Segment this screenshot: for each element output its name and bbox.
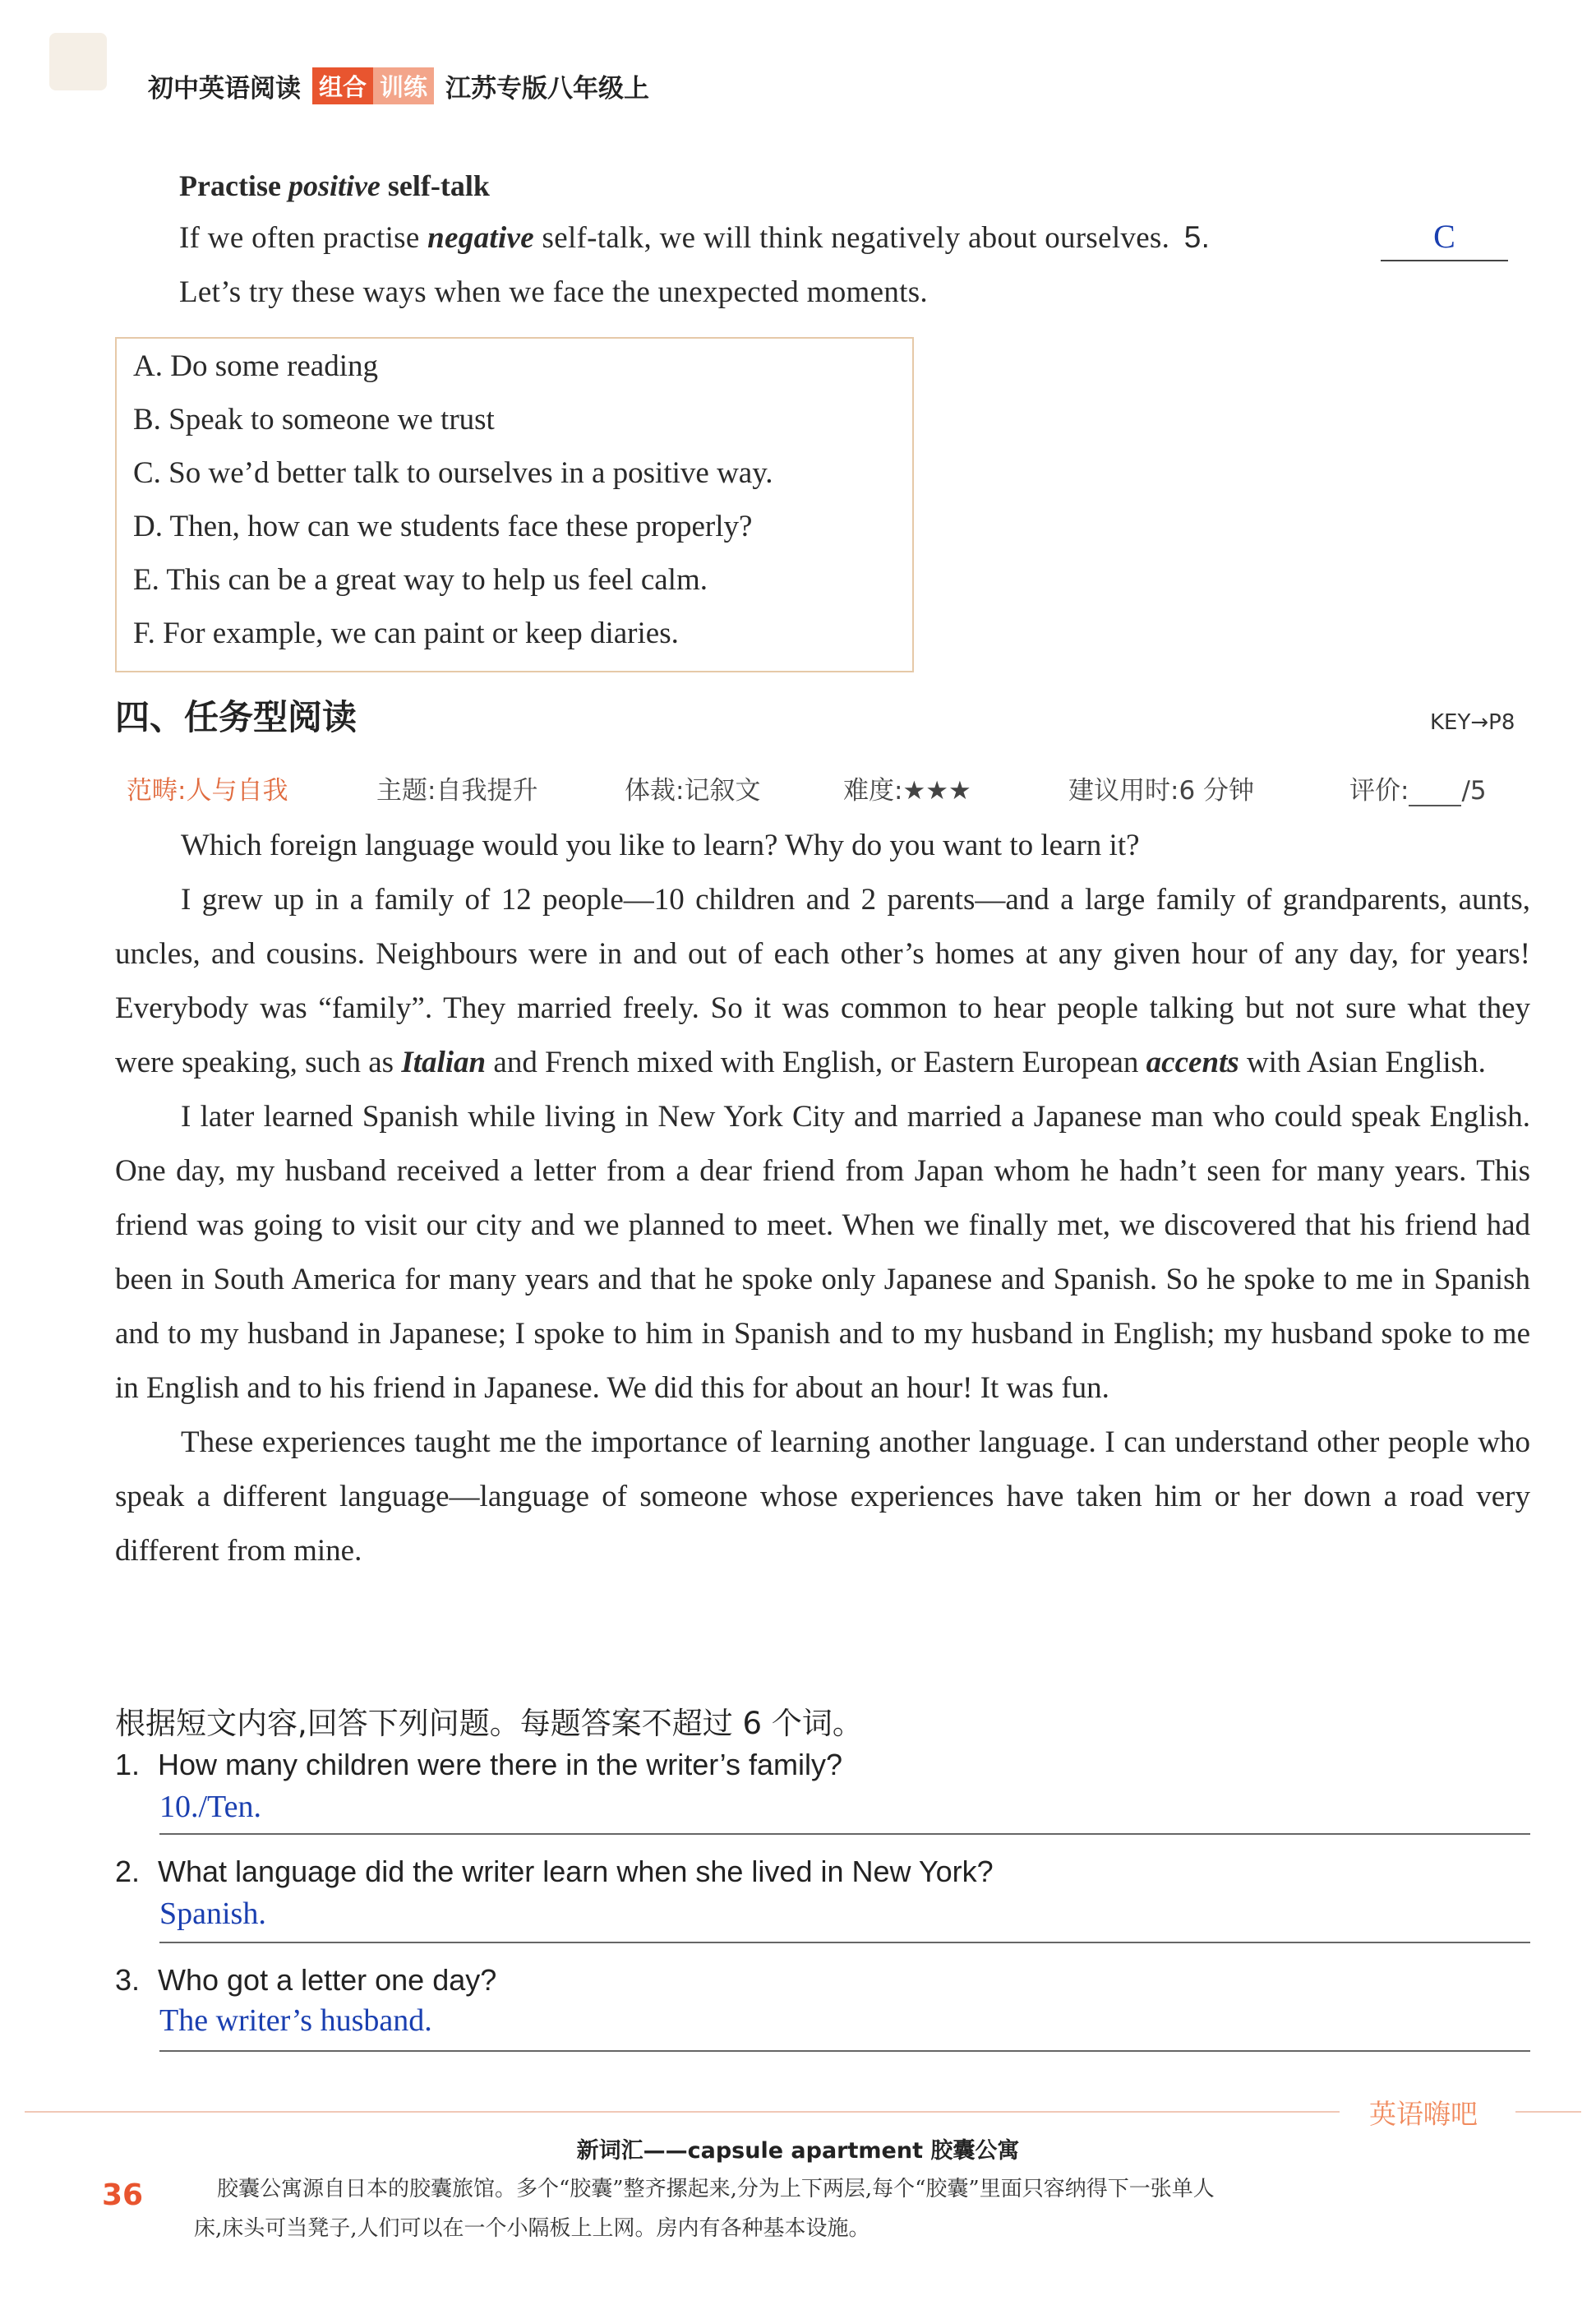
meta-genre: 体裁:记叙文 xyxy=(625,776,761,806)
passage5-line1 xyxy=(179,220,1210,256)
meta-score xyxy=(1349,769,1487,806)
line1-emphasis: negative xyxy=(427,221,534,255)
footer-divider-right xyxy=(1515,2111,1581,2113)
article-p4: These experiences taught me the importance of learning another language. I can understand other people who speak a different language—language of someone whose experiences have taken him or her down a road very different from mine. xyxy=(115,1425,1530,1568)
p2-part-b: and French mixed with English, or Eastern European xyxy=(493,1046,1139,1079)
corner-decoration xyxy=(49,33,107,90)
options-box xyxy=(115,337,914,672)
heading-post: self-talk xyxy=(387,169,490,202)
book-tag-training: 训练 xyxy=(373,67,434,104)
question-2 xyxy=(115,1855,994,1889)
answer-5: C xyxy=(1433,218,1455,255)
answer-line-2 xyxy=(159,1942,1530,1943)
meta-theme: 主题:自我提升 xyxy=(376,776,538,806)
answer-1: 10./Ten. xyxy=(159,1790,261,1824)
vocab-line-1: 胶囊公寓源自日本的胶囊旅馆。多个“胶囊”整齐摞起来,分为上下两层,每个“胶囊”里面只容纳得下一张单人 xyxy=(217,2177,1215,2201)
line1-post: self-talk, we will think negatively about ourselves. xyxy=(542,221,1170,255)
option-f: F. For example, we can paint or keep diaries. xyxy=(133,617,679,650)
article-p1: Which foreign language would you like to learn? Why do you want to learn it? xyxy=(181,829,1140,862)
option-b: B. Speak to someone we trust xyxy=(133,403,495,437)
footer-brand: 英语嗨吧 xyxy=(1369,2098,1478,2130)
passage5-heading xyxy=(179,169,490,203)
page-header xyxy=(148,64,649,107)
option-d: D. Then, how can we students face these properly? xyxy=(133,510,753,543)
footer-divider xyxy=(25,2111,1340,2113)
score-blank xyxy=(1409,782,1461,806)
page-number: 36 xyxy=(102,2178,144,2212)
vocab-title: 新词汇——capsule apartment 胶囊公寓 xyxy=(576,2138,1020,2164)
section-title: 四、任务型阅读 xyxy=(115,697,357,737)
question-text: Who got a letter one day? xyxy=(158,1963,497,1997)
answer-2: Spanish. xyxy=(159,1896,266,1931)
score-label: 评价: xyxy=(1349,776,1409,806)
article-p2 xyxy=(115,873,1530,1090)
p2-emphasis-italian: Italian xyxy=(401,1046,487,1079)
option-e: E. This can be a great way to help us feel calm. xyxy=(133,563,708,597)
question-number: 2. xyxy=(115,1855,141,1888)
question-number: 3. xyxy=(115,1963,141,1997)
p2-part-a: I grew up in a family of 12 people—10 children and 2 parents—and a large family of grandparents, aunts, uncles, and cousins. Neighbours were in and out of each other’s homes at any given hour of any day, for years! Everybody was “family”. They married freely. So it was common to hear people talking but not sure what they were speaking, such as xyxy=(115,883,1530,1079)
heading-pre: Practise xyxy=(179,169,281,202)
answer-3: The writer’s husband. xyxy=(159,2003,432,2038)
task-instruction: 根据短文内容,回答下列问题。每题答案不超过 6 个词。 xyxy=(115,1706,863,1741)
answer-key-ref: KEY→P8 xyxy=(1430,710,1515,735)
meta-time: 建议用时:6 分钟 xyxy=(1068,776,1255,806)
meta-category: 范畴:人与自我 xyxy=(127,776,288,806)
passage5-line2: Let’s try these ways when we face the unexpected moments. xyxy=(179,275,928,309)
line1-pre: If we often practise xyxy=(179,221,420,255)
question-text: How many children were there in the writer’s family? xyxy=(158,1748,842,1781)
answer-line-1 xyxy=(159,1833,1530,1835)
book-tag-combo: 组合 xyxy=(312,67,373,104)
article-p3: I later learned Spanish while living in New York City and married a Japanese man who could speak English. One day, my husband received a letter from a dear friend from Japan whom he hadn’t seen for many years. This friend was going to visit our city and we planned to meet. When we finally met, we discovered that his friend had been in South America for many years and that he spoke only Japanese and Spanish. So he spoke to me in Spanish and to my husband in Japanese; I spoke to him in Spanish and to my husband in English; my husband spoke to me in English and to his friend in Japanese. We did this for about an hour! It was fun. xyxy=(115,1100,1530,1405)
question-3 xyxy=(115,1963,496,1998)
p2-part-c: with Asian English. xyxy=(1246,1046,1486,1079)
book-subtitle: 江苏专版八年级上 xyxy=(445,73,650,104)
answer-line-3 xyxy=(159,2050,1530,2052)
book-title: 初中英语阅读 xyxy=(148,73,301,104)
answer-blank-5 xyxy=(1381,220,1508,261)
article xyxy=(115,819,1530,1578)
meta-difficulty: 难度:★★★ xyxy=(843,776,971,806)
question-text: What language did the writer learn when she lived in New York? xyxy=(158,1855,994,1888)
option-c: C. So we’d better talk to ourselves in a positive way. xyxy=(133,456,773,490)
heading-emphasis: positive xyxy=(288,169,381,202)
question-number: 1. xyxy=(115,1748,141,1781)
p2-emphasis-accents: accents xyxy=(1146,1046,1239,1079)
score-total: /5 xyxy=(1461,776,1487,806)
question-1 xyxy=(115,1748,842,1782)
blank-number: 5. xyxy=(1183,220,1211,254)
vocab-line-2: 床,床头可当凳子,人们可以在一个小隔板上上网。房内有各种基本设施。 xyxy=(194,2216,870,2241)
option-a: A. Do some reading xyxy=(133,349,378,383)
